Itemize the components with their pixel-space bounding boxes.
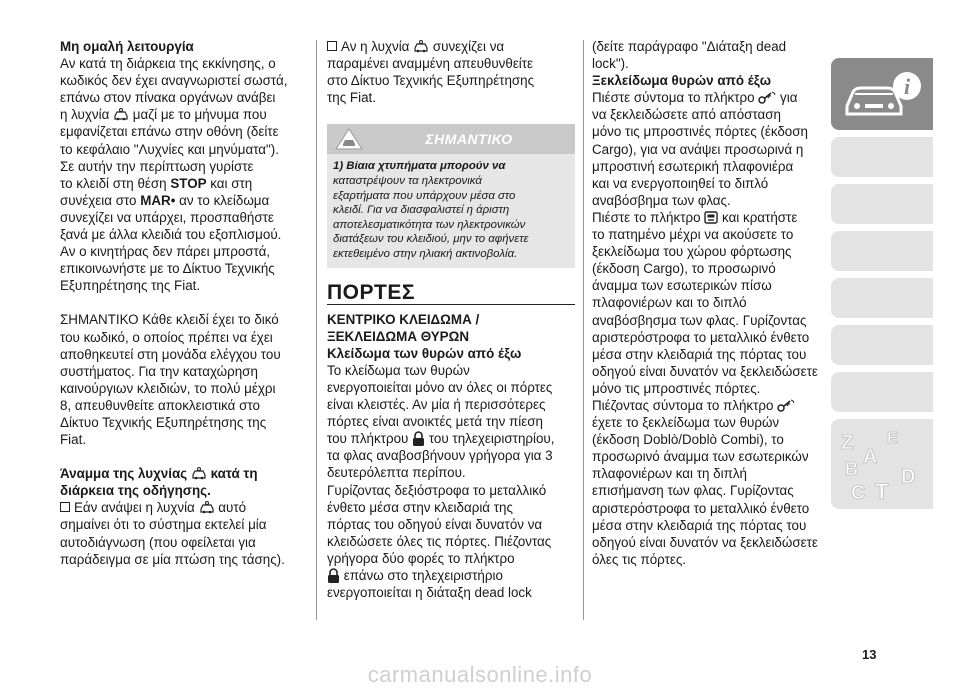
immobilizer-car-key-icon: [199, 501, 215, 514]
heading-lamp-while-driving-2: διάρκεια της οδήγησης.: [60, 483, 211, 499]
index-letter: D: [901, 466, 916, 488]
unlock-key-icon: [758, 91, 776, 104]
column-divider: [583, 40, 584, 620]
note-line: καταστρέψουν τα ηλεκτρονικά: [333, 174, 482, 187]
c1-line: το κεφάλαιο "Λυχνίες και μηνύματα").: [60, 141, 279, 157]
c1-line: Αν ο κινητήρας δεν πάρει μπροστά,: [60, 244, 271, 260]
heading-lamp-while-driving: Άναμμα της λυχνίας κατά τη: [60, 466, 258, 482]
c3-line: (έκδοση Cargo), το προσωρινό: [592, 261, 776, 277]
c3-line: αναβόσβημα των φλας.: [592, 192, 731, 208]
c2-line-with-icon: του πλήκτρου του τηλεχειριστηρίου,: [327, 431, 555, 447]
note-line: αποτελεσματικότητα των ηλεκτρονικών: [333, 218, 526, 231]
c2-line: δευτερόλεπτα περίπου.: [327, 465, 466, 481]
c2-line: της Fiat.: [327, 90, 376, 106]
c1-line: παράδειγμα σε μία πτώση της τάσης).: [60, 551, 285, 567]
c1-line: σημαίνει ότι το σύστημα εκτελεί μία: [60, 517, 267, 533]
note-line: εκτεθειμένο στην ηλιακή ακτινοβολία.: [333, 247, 518, 260]
c3-line-with-icon: Πιέζοντας σύντομα το πλήκτρο: [592, 397, 832, 414]
c3-line-with-icon: Πιέστε σύντομα το πλήκτρο για: [592, 90, 798, 106]
page-number: 13: [862, 647, 877, 662]
chapter-tab[interactable]: [831, 372, 933, 412]
c1-line: συνεχίζει να υπάρχει, προσπαθήστε: [60, 209, 274, 225]
immobilizer-car-key-icon: [113, 108, 129, 121]
c1-line-mar: συνέχεια στο MAR• αν το κλείδωμα: [60, 192, 270, 208]
bullet-square-icon: [60, 502, 70, 512]
stop-position: STOP: [170, 175, 207, 191]
column-2: [327, 38, 575, 601]
c1-line: του κωδικό, ο οποίος πρέπει να έχει: [60, 329, 273, 345]
note-line: 1) Βίαια χτυπήματα μπορούν να: [333, 160, 506, 173]
note-line: κλειδί. Για να διασφαλιστεί η άριστη: [333, 204, 510, 217]
c2-line: κλειδώσετε όλες τις πόρτες. Πιέζοντας: [327, 533, 552, 549]
c3-line: αριστερόστροφα το μεταλλικό ένθετο: [592, 329, 810, 345]
important-note-title: ΣΗΜΑΝΤΙΚΟ: [425, 130, 513, 147]
c3-line: μόνο τις μπροστινές πόρτες (έκδοση: [592, 124, 808, 140]
c3-line: προσωρινό άναμμα των εσωτερικών: [592, 449, 809, 465]
c2-line: ενεργοποιείται μόνο αν όλες οι πόρτες: [327, 380, 553, 395]
c3-line: επισήμανση των φλας. Γυρίζοντας: [592, 483, 794, 499]
section-title-doors: ΠΟΡΤΕΣ: [327, 284, 575, 305]
immobilizer-car-key-icon: [191, 467, 207, 480]
c1-line-stop: το κλειδί στη θέση STOP και στη: [60, 175, 253, 191]
chapter-tab-index[interactable]: [831, 419, 933, 509]
c3-line: μέσα στην κλειδαριά της πόρτας του: [592, 517, 807, 533]
c3-line: έχετε το ξεκλείδωμα των θυρών: [592, 415, 780, 431]
car-info-icon: [843, 70, 925, 120]
c3-line: (έκδοση Doblò/Doblò Combi), το: [592, 432, 784, 448]
c3-line: (δείτε παράγραφο "Διάταξη dead: [592, 39, 787, 54]
c2-line: Γυρίζοντας δεξιόστροφα το μεταλλικό: [327, 482, 547, 498]
lock-icon: [412, 431, 425, 446]
chapter-tab[interactable]: [831, 137, 933, 177]
c2-line: παραμένει αναμμένη απευθυνθείτε: [327, 56, 534, 72]
c3-line: lock").: [592, 56, 629, 72]
index-letter: Z: [841, 432, 854, 454]
c2-line: ένθετο μέσα στην κλειδαριά της: [327, 499, 513, 515]
c3-line: μέσα στην κλειδαριά της πόρτας του: [592, 346, 807, 362]
subheading-central-locking-2: ΞΕΚΛΕΙΔΩΜΑ ΘΥΡΩΝ: [327, 328, 470, 344]
index-letter: T: [875, 479, 889, 503]
c1-line: Fiat.: [60, 432, 87, 448]
subheading-lock-from-outside: Κλείδωμα των θυρών από έξω: [327, 345, 522, 361]
c1-line: επάνω στον πίνακα οργάνων ανάβει: [60, 90, 276, 106]
index-letter: C: [851, 482, 866, 503]
index-letter: E: [887, 430, 898, 447]
important-note-header: [327, 124, 575, 154]
index-letters-icon: [837, 427, 927, 503]
bullet-square-icon: [327, 41, 337, 51]
svg-text:i: i: [903, 74, 911, 99]
c3-line: αναβόσβησμα των φλας. Γυρίζοντας: [592, 312, 807, 328]
c2-line: πόρτες είναι ανοικτές μετά την πίεση: [327, 414, 543, 430]
c1-line: αποθηκευτεί στη μονάδα ελέγχου του: [60, 346, 281, 362]
c3-line: και να ενεργοποιηθεί το διπλό: [592, 175, 769, 191]
c3-line: μόνο τις μπροστινές πόρτες.: [592, 380, 761, 396]
chapter-tab[interactable]: [831, 278, 933, 318]
watermark: carmanualsonline.info: [367, 662, 593, 687]
c1-line: ΣΗΜΑΝΤΙΚΟ Κάθε κλειδί έχει το δικό: [60, 312, 279, 328]
index-letter: A: [863, 446, 878, 468]
heading-malfunction: Μη ομαλή λειτουργία: [60, 39, 194, 54]
c3-line: μπροστινή εσωτερική πλαφονιέρα: [592, 158, 794, 174]
c2-line-with-icon: Αν η λυχνία συνεχίζει να: [327, 38, 575, 55]
c1-line: Σε αυτήν την περίπτωση γυρίστε: [60, 158, 254, 174]
note-line: διατάξεων του κλειδιού, μην το αφήνετε: [333, 233, 529, 246]
c3-line: οδηγού είναι δυνατόν να ξεκλειδώσετε: [592, 363, 818, 379]
note-line: εξαρτήματα που υπάρχουν μέσα στο: [333, 189, 516, 202]
c3-line: πλαφονιέρων και τη διπλή: [592, 466, 747, 482]
c3-line: οδηγού είναι δυνατόν να ξεκλειδώσετε: [592, 534, 818, 550]
column-3: [592, 38, 832, 568]
index-letter: B: [845, 459, 858, 479]
lock-icon: [327, 568, 340, 583]
column-divider: [316, 40, 317, 620]
column-1: [60, 38, 308, 568]
c1-line: καινούργιων κλειδιών, το πολύ μέχρι: [60, 380, 276, 396]
warning-car-icon: [335, 128, 363, 150]
c1-line: εμφανίζεται επάνω στην οθόνη (δείτε: [60, 124, 279, 140]
c2-line: στο Δίκτυο Τεχνικής Εξυπηρέτησης: [327, 73, 535, 89]
c3-line: πλαφονιέρων και το διπλό: [592, 295, 747, 311]
chapter-tab[interactable]: [831, 184, 933, 224]
subheading-central-locking: ΚΕΝΤΡΙΚΟ ΚΛΕΙΔΩΜΑ /: [327, 311, 480, 327]
c1-line-with-icon: η λυχνία μαζί με το μήνυμα που: [60, 107, 267, 123]
chapter-tabs: [831, 58, 933, 509]
c2-line-with-icon: επάνω στο τηλεχειριστήριο: [327, 567, 575, 584]
immobilizer-car-key-icon: [413, 40, 429, 53]
c1-line: αυτοδιάγνωση (που οφείλεται για: [60, 534, 256, 550]
c2-line: είναι κλειστές. Αν μία ή περισσότερες: [327, 397, 546, 413]
c1-line: επικοινωνήστε με το Δίκτυο Τεχνικής: [60, 261, 275, 277]
c3-line-with-icon: Πιέστε το πλήκτρο και κρατήστε: [592, 209, 798, 225]
c2-line: ενεργοποιείται η διάταξη dead lock: [327, 585, 532, 601]
c1-line: Εξυπηρέτησης της Fiat.: [60, 278, 201, 294]
unlock-key-icon: [777, 399, 795, 412]
c2-line: Το κλείδωμα των θυρών: [327, 362, 470, 378]
c2-line: τα φλας αναβοσβήνουν γρήγορα για 3: [327, 448, 553, 464]
chapter-tab-active[interactable]: [831, 58, 933, 130]
c1-line: συστήματος. Για την καταχώρηση: [60, 363, 258, 379]
mar-position: MAR•: [140, 192, 176, 208]
c3-line: Cargo), για να ανάψει προσωρινά η: [592, 141, 804, 157]
c3-line: το πατημένο μέχρι να ακούσετε το: [592, 227, 794, 243]
c1-line: κωδικός δεν έχει αναγνωριστεί σωστά,: [60, 73, 288, 89]
important-note-body: [327, 154, 575, 267]
c1-line: Αν κατά τη διάρκεια της εκκίνησης, ο: [60, 56, 276, 72]
c3-line: άναμμα των εσωτερικών πίσω: [592, 278, 772, 294]
chapter-tab[interactable]: [831, 325, 933, 365]
c2-line: πόρτας του οδηγού είναι δυνατόν να: [327, 516, 543, 532]
c1-line: 8, απευθυνθείτε αποκλειστικά στο: [60, 397, 260, 413]
c2-line: γρήγορα δύο φορές το πλήκτρο: [327, 550, 515, 566]
c3-line: αριστερόστροφα το μεταλλικό ένθετο: [592, 500, 810, 516]
c3-line: ξεκλείδωμα του χώρου φόρτωσης: [592, 244, 792, 260]
c3-line: όλες τις πόρτες.: [592, 551, 687, 567]
c1-line: ξανά με άλλα κλειδιά του εξοπλισμού.: [60, 227, 282, 243]
heading-unlock-from-outside: Ξεκλείδωμα θυρών από έξω: [592, 73, 772, 89]
c1-line-with-icon: Εάν ανάψει η λυχνία αυτό: [60, 499, 308, 516]
chapter-tab[interactable]: [831, 231, 933, 271]
c1-line: Δίκτυο Τεχνικής Εξυπηρέτησης της: [60, 414, 267, 430]
cargo-unlock-icon: [704, 211, 718, 224]
c3-line: να ξεκλειδώσετε από απόσταση: [592, 107, 781, 123]
